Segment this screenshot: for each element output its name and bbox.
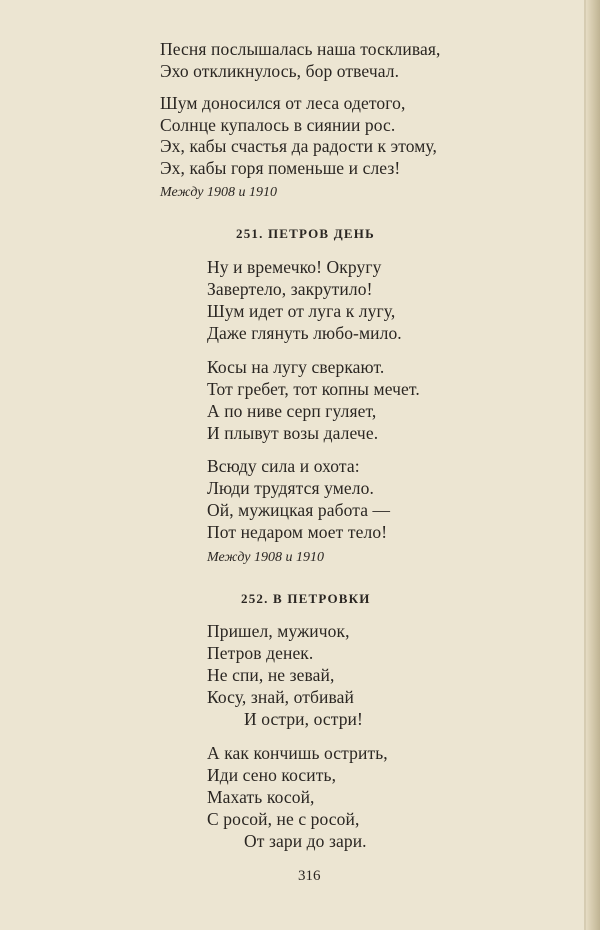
verse-line: Эхо откликнулось, бор отвечал. [160, 61, 400, 81]
verse-line: Не спи, не зевай, [207, 665, 335, 685]
verse-line: А как кончишь острить, [207, 743, 388, 763]
verse-line: Песня послышалась наша тоскливая, [160, 39, 441, 59]
page-edge [586, 0, 600, 930]
verse-line: Косу, знай, отбивай [207, 687, 354, 707]
verse-line: Эх, кабы счастья да радости к этому, [160, 136, 437, 156]
verse-line: Пришел, мужичок, [207, 621, 350, 641]
verse-line: Тот гребет, тот копны мечет. [207, 379, 420, 399]
verse-line: Петров денек. [207, 643, 314, 663]
verse-line: Ой, мужицкая работа — [207, 500, 391, 520]
poem-title: 252. В ПЕТРОВКИ [241, 591, 371, 606]
verse-line: Ну и времечко! Округу [207, 257, 382, 277]
verse-line: Пот недаром моет тело! [207, 522, 388, 542]
verse-line: И плывут возы далече. [207, 423, 379, 443]
verse-line: С росой, не с росой, [207, 809, 360, 829]
verse-line: Солнце купалось в сиянии рос. [160, 115, 396, 135]
verse-line: Люди трудятся умело. [207, 478, 374, 498]
verse-line: Шум доносился от леса одетого, [160, 93, 406, 113]
verse-line: От зари до зари. [244, 831, 367, 851]
verse-line: Махать косой, [207, 787, 315, 807]
page-number: 316 [298, 868, 321, 884]
verse-line: Шум идет от луга к лугу, [207, 301, 396, 321]
poem-date: Между 1908 и 1910 [207, 550, 324, 565]
verse-line: Иди сено косить, [207, 765, 337, 785]
verse-line: Косы на лугу сверкают. [207, 357, 385, 377]
verse-line: Всюду сила и охота: [207, 456, 360, 476]
verse-line: Завертело, закрутило! [207, 279, 373, 299]
verse-line: Даже глянуть любо-мило. [207, 323, 402, 343]
verse-line: Эх, кабы горя поменьше и слез! [160, 158, 401, 178]
poem-title: 251. ПЕТРОВ ДЕНЬ [236, 226, 375, 241]
verse-line: А по ниве серп гуляет, [207, 401, 377, 421]
verse-line: И остри, остри! [244, 709, 363, 729]
poem-date: Между 1908 и 1910 [160, 185, 277, 200]
